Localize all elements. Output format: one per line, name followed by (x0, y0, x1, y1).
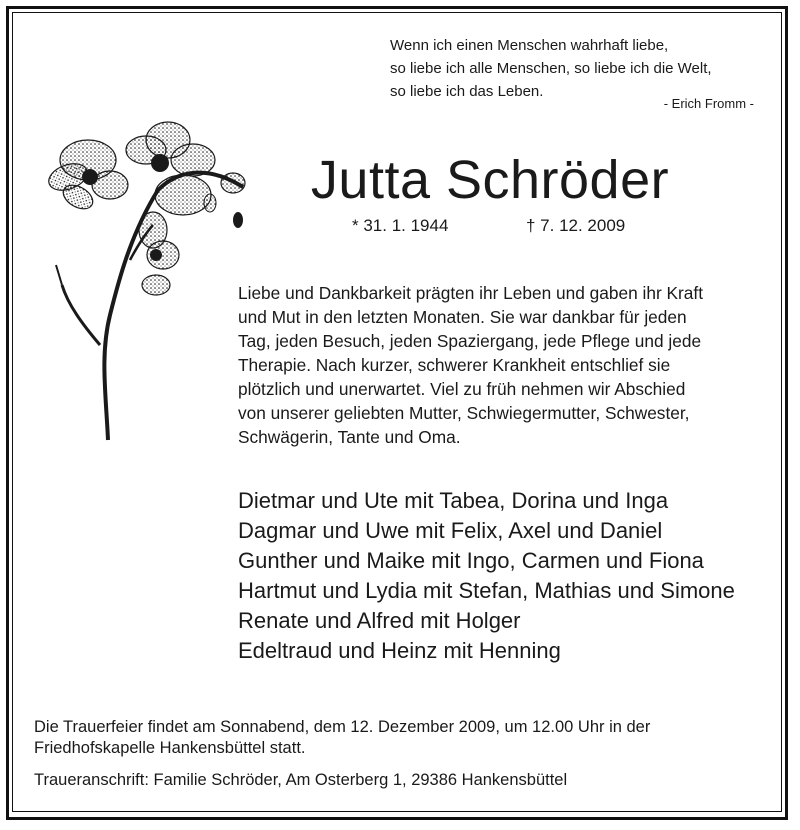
death-date: † 7. 12. 2009 (526, 216, 626, 235)
text-line: und Mut in den letzten Monaten. Sie war dankbar für jeden (238, 307, 687, 327)
quote (390, 34, 760, 103)
deceased-name: Jutta Schröder (310, 150, 670, 210)
family-line: Dagmar und Uwe mit Felix, Axel und Daniel (238, 518, 663, 543)
family-line: Hartmut und Lydia mit Stefan, Mathias und Simone (238, 578, 735, 603)
funeral-service-info (34, 717, 774, 759)
quote-line: so liebe ich das Leben. (390, 83, 544, 100)
service-line: Die Trauerfeier findet am Sonnabend, dem 12. Dezember 2009, um 12.00 Uhr in der (34, 718, 651, 736)
family-line: Gunther und Maike mit Ingo, Carmen und Fiona (238, 548, 704, 573)
family-line: Renate und Alfred mit Holger (238, 608, 521, 633)
family-line: Dietmar und Ute mit Tabea, Dorina und Inga (238, 488, 669, 513)
text-line: Tag, jeden Besuch, jeden Spaziergang, jede Pflege und jede (238, 331, 702, 351)
orchid-icon (38, 115, 258, 445)
text-line: Therapie. Nach kurzer, schwerer Krankheit entschlief sie (238, 355, 671, 375)
service-line: Friedhofskapelle Hankensbüttel statt. (34, 739, 306, 757)
text-line: Liebe und Dankbarkeit prägten ihr Leben und gaben ihr Kraft (238, 283, 703, 303)
quote-line: so liebe ich alle Menschen, so liebe ich die Welt, (390, 60, 712, 77)
family-list (238, 486, 778, 666)
quote-author: - Erich Fromm - (663, 96, 754, 111)
text-line: von unserer geliebten Mutter, Schwiegermutter, Schwester, (238, 403, 690, 423)
family-line: Edeltraud und Heinz mit Henning (238, 638, 561, 663)
text-line: Schwägerin, Tante und Oma. (238, 427, 461, 447)
obituary-text (238, 281, 758, 449)
mourning-address: Traueranschrift: Familie Schröder, Am Osterberg 1, 29386 Hankensbüttel (34, 771, 568, 789)
birth-date: * 31. 1. 1944 (352, 216, 449, 235)
quote-line: Wenn ich einen Menschen wahrhaft liebe, (390, 37, 669, 54)
text-line: plötzlich und unerwartet. Viel zu früh nehmen wir Abschied (238, 379, 686, 399)
